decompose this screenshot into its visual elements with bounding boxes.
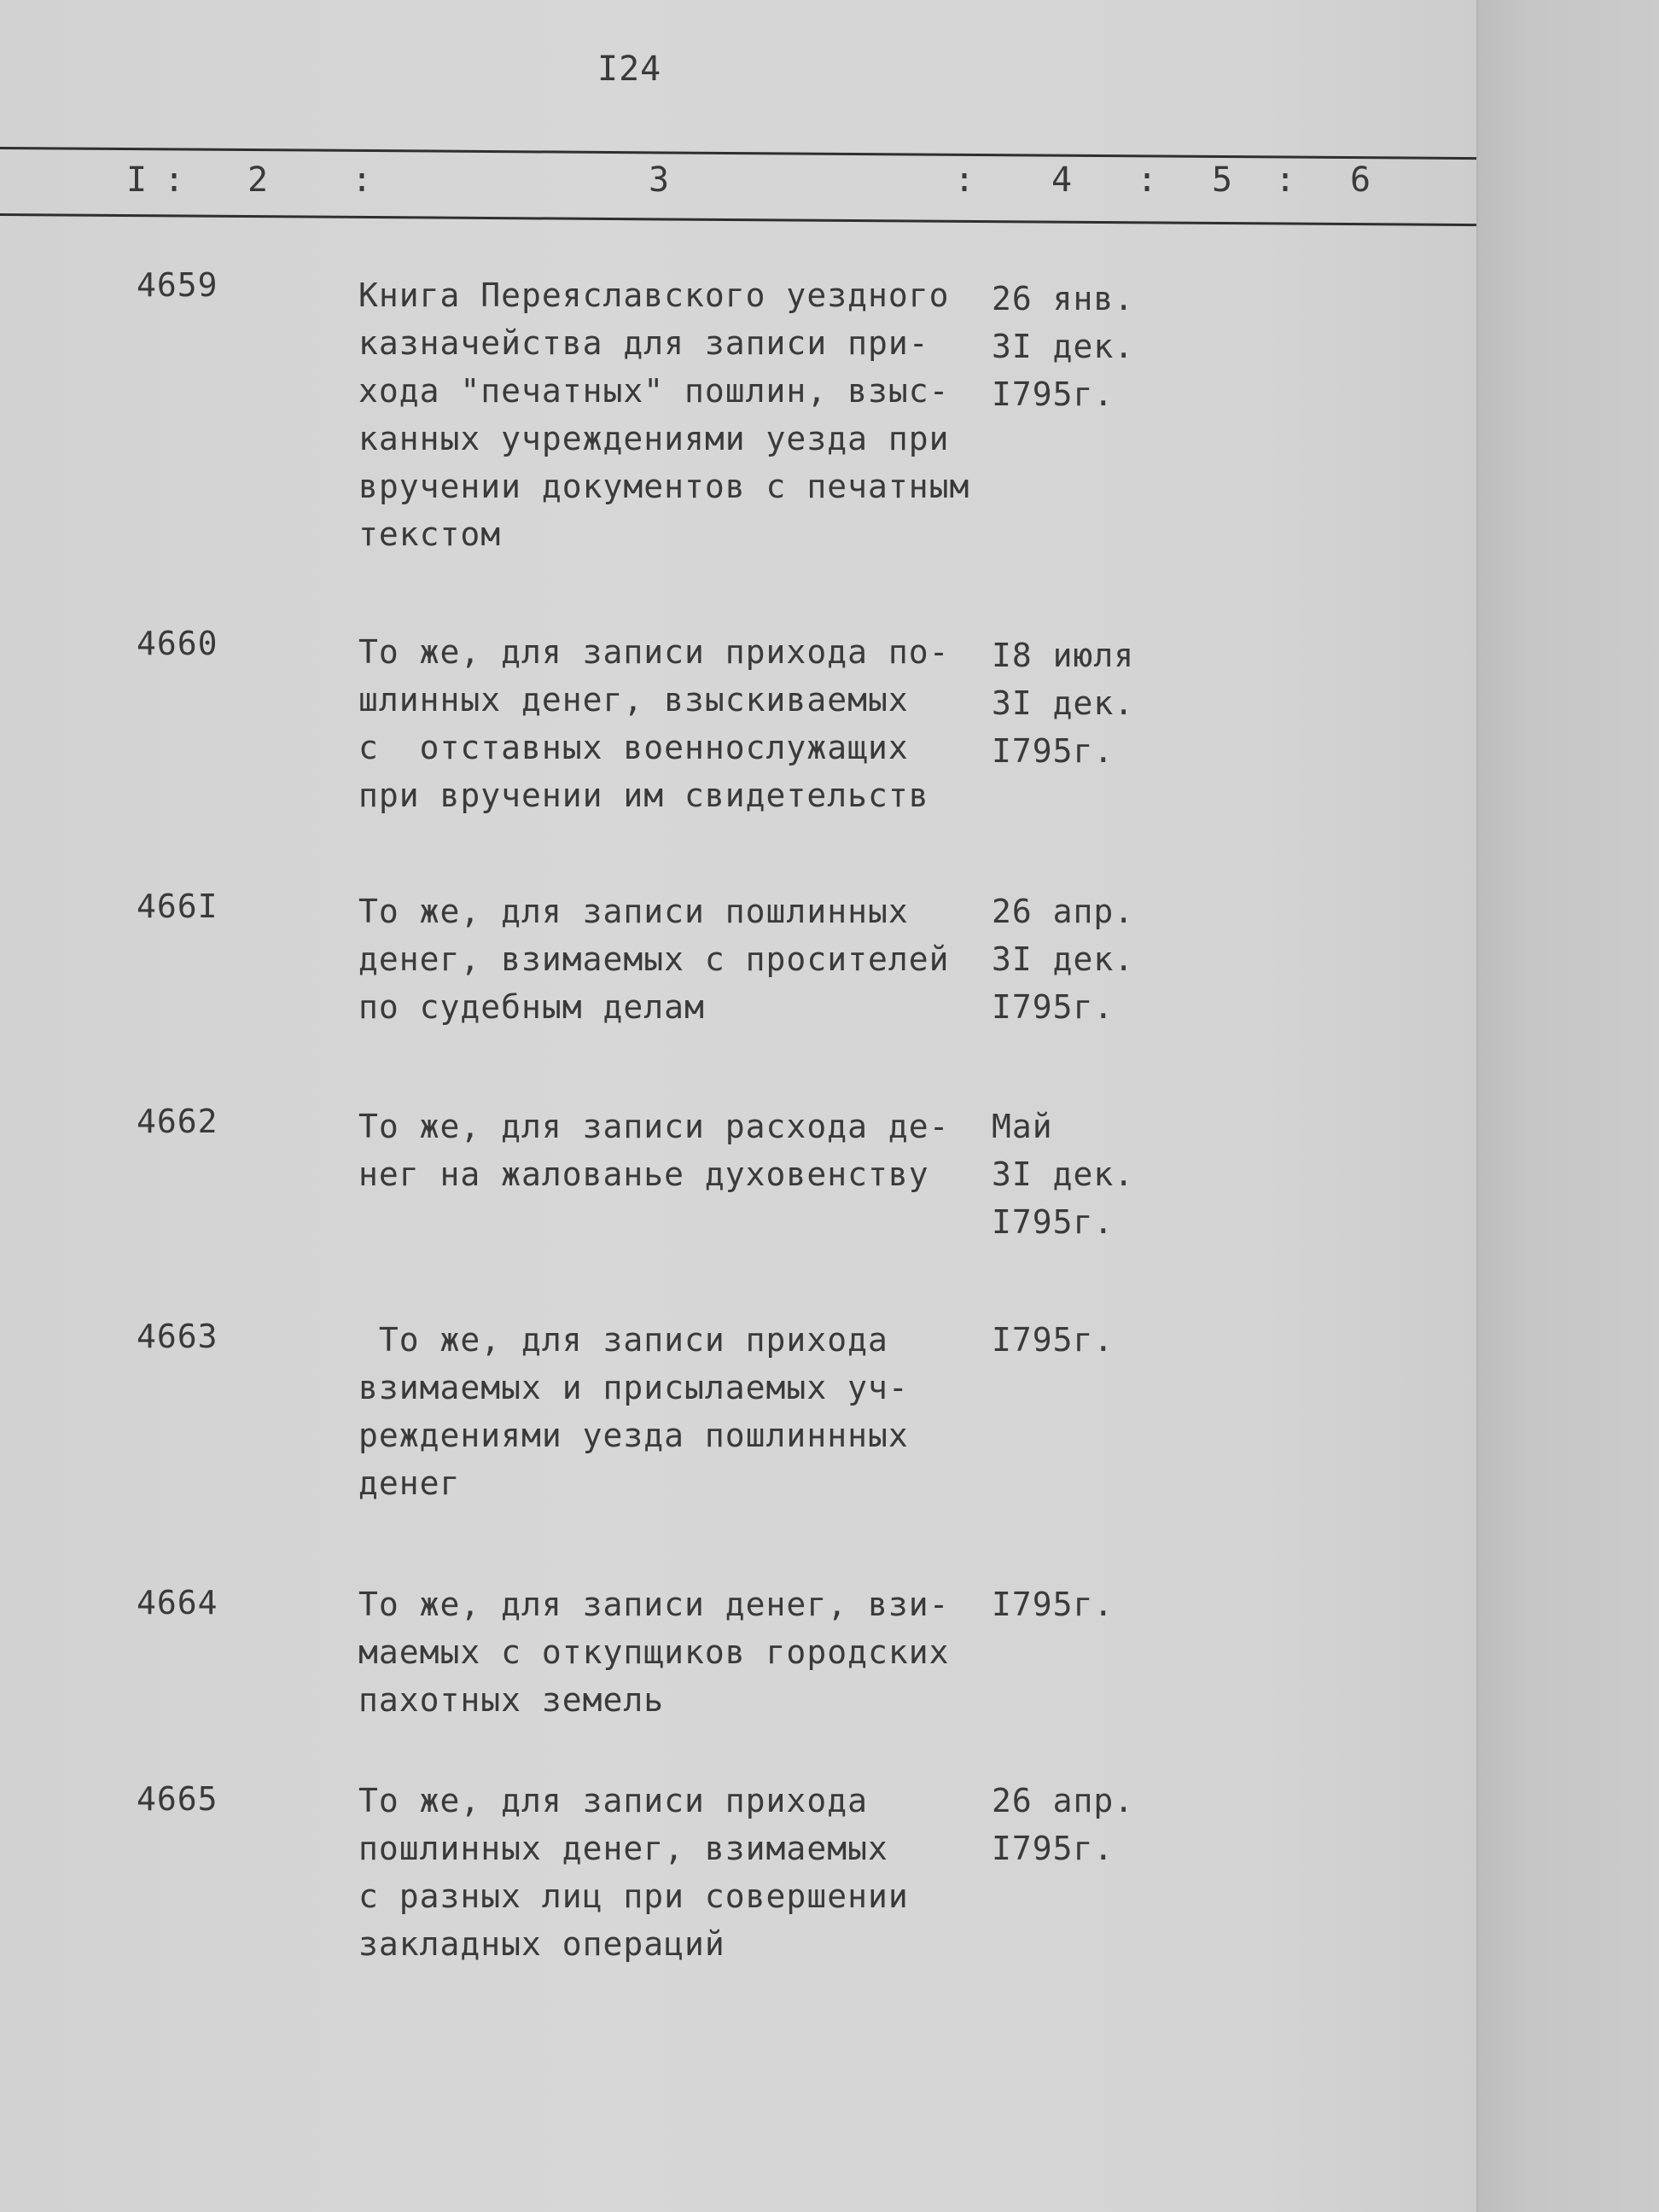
- entry-text-line: шлинных денег, взыскиваемых: [358, 681, 909, 719]
- entry-number: 466I: [137, 888, 218, 925]
- entry-date-line: I795г.: [992, 732, 1115, 770]
- entry-dates: [992, 632, 1162, 775]
- entry-description: [358, 1777, 973, 1968]
- entry-text-line: реждениями уезда пошлиннных: [358, 1417, 909, 1454]
- page-number: I24: [597, 49, 662, 89]
- entry-description: [358, 1103, 973, 1198]
- entry-text-line: взимаемых и присылаемых уч-: [358, 1369, 909, 1406]
- entry-dates: [992, 1103, 1162, 1246]
- entry-date-line: I795г.: [992, 1321, 1115, 1359]
- entry-description: [358, 1316, 973, 1507]
- entry-text-line: по судебным делам: [358, 988, 705, 1026]
- entry-date-line: Май: [992, 1108, 1053, 1145]
- entry-text-line: вручении документов с печатным: [358, 468, 970, 505]
- entry-text-line: То же, для записи прихода: [358, 1782, 868, 1819]
- entry-number: 4659: [137, 266, 218, 304]
- entry-description: [358, 1580, 973, 1724]
- entry-date-line: 3I дек.: [992, 328, 1135, 365]
- entry-text-line: То же, для записи денег, взи-: [358, 1586, 950, 1623]
- entry-text-line: То же, для записи пошлинных: [358, 893, 909, 930]
- entry-text-line: закладных операций: [358, 1925, 725, 1963]
- entry-text-line: с разных лиц при совершении: [358, 1877, 909, 1915]
- entry-text-line: хода "печатных" пошлин, взыс-: [358, 372, 950, 410]
- entry-date-line: 26 янв.: [992, 280, 1135, 317]
- entry-description: [358, 628, 973, 819]
- column-header-5: 5: [1212, 160, 1233, 200]
- entry-text-line: при вручении им свидетельств: [358, 777, 929, 814]
- entry-text-line: казначейства для записи при-: [358, 324, 929, 362]
- entry-date-line: I795г.: [992, 988, 1115, 1026]
- column-header-2: 2: [247, 160, 269, 200]
- page-edge-shadow: [1476, 0, 1659, 2212]
- column-header-1: I: [126, 160, 148, 200]
- column-separator: :: [954, 160, 975, 200]
- entry-date-line: 3I дек.: [992, 684, 1135, 722]
- column-header-4: 4: [1051, 160, 1073, 200]
- entry-date-line: 3I дек.: [992, 940, 1135, 978]
- entry-date-line: 26 апр.: [992, 893, 1135, 930]
- entry-description: [358, 888, 973, 1031]
- entry-number: 4663: [137, 1318, 218, 1355]
- entry-text-line: канных учреждениями уезда при: [358, 420, 950, 457]
- entry-dates: [992, 1316, 1162, 1364]
- column-separator: :: [1275, 160, 1296, 200]
- entry-text-line: пошлинных денег, взимаемых: [358, 1830, 888, 1867]
- entry-text-line: Книга Переяславского уездного: [358, 276, 950, 314]
- entry-number: 4660: [137, 625, 218, 662]
- column-header-6: 6: [1350, 160, 1371, 200]
- entry-dates: [992, 888, 1162, 1031]
- entry-number: 4662: [137, 1103, 218, 1140]
- entry-date-line: 3I дек.: [992, 1155, 1135, 1193]
- entry-date-line: I795г.: [992, 1203, 1115, 1241]
- entry-date-line: I795г.: [992, 375, 1115, 413]
- entry-dates: [992, 1777, 1162, 1872]
- entry-text-line: денег: [358, 1464, 461, 1502]
- entry-dates: [992, 1580, 1162, 1628]
- entry-text-line: То же, для записи расхода де-: [358, 1108, 950, 1145]
- column-separator: :: [1137, 160, 1158, 200]
- entry-date-line: 26 апр.: [992, 1782, 1135, 1819]
- entry-text-line: То же, для записи прихода по-: [358, 633, 950, 671]
- entry-date-line: I8 июля: [992, 637, 1135, 674]
- entry-description: [358, 271, 973, 558]
- entry-date-line: I795г.: [992, 1830, 1115, 1867]
- entry-date-line: I795г.: [992, 1586, 1115, 1623]
- entry-number: 4664: [137, 1584, 218, 1621]
- entry-text-line: нег на жалованье духовенству: [358, 1155, 929, 1193]
- entry-number: 4665: [137, 1780, 218, 1818]
- entry-text-line: маемых с откупщиков городских: [358, 1633, 950, 1671]
- entry-text-line: текстом: [358, 515, 502, 553]
- entry-text-line: денег, взимаемых с просителей: [358, 940, 950, 978]
- entry-text-line: с отставных военнослужащих: [358, 729, 909, 766]
- column-separator: :: [164, 160, 185, 200]
- entry-text-line: То же, для записи прихода: [358, 1321, 888, 1359]
- column-header-3: 3: [649, 160, 670, 200]
- entry-text-line: пахотных земель: [358, 1681, 665, 1719]
- column-separator: :: [352, 160, 373, 200]
- entry-dates: [992, 275, 1162, 418]
